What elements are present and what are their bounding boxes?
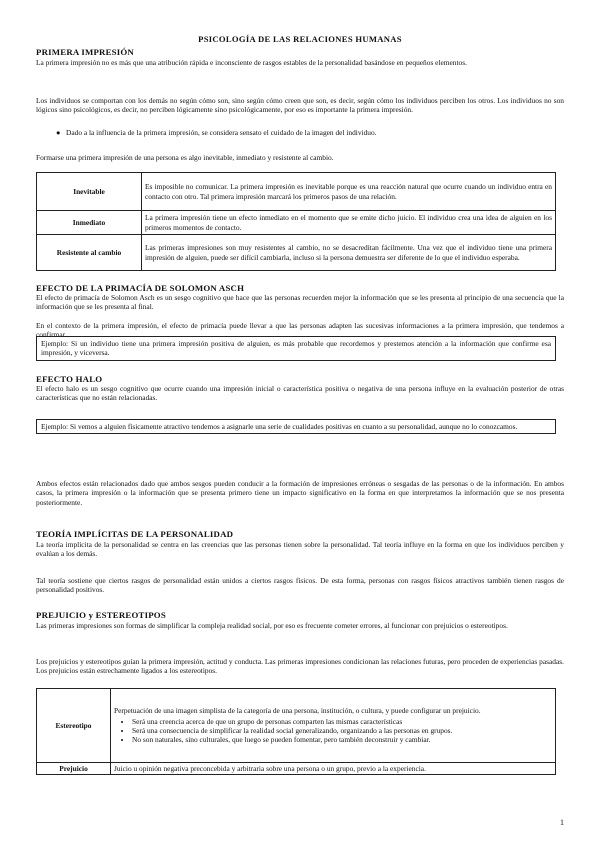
impression-table	[36, 172, 556, 271]
heading-efecto-halo: EFECTO HALO	[36, 374, 103, 384]
paragraph: Los prejuicios y estereotipos guían la primera impresión, actitud y conducta. Las primeras impresiones condicionan las relaciones futuras, pero proceden de experiencias pasadas. Los prejuicios están estrechamente ligados a los estereotipos.	[36, 657, 564, 676]
paragraph: El efecto de primacía de Solomon Asch es un sesgo cognitivo que hace que las personas recuerden mejor la información que se les presenta al principio de una secuencia que la información que se les presenta al final.	[36, 293, 564, 312]
stereotype-bullet-list	[114, 717, 552, 745]
list-item: • Será una creencia acerca de que un grupo de personas comparten las mismas características	[132, 717, 552, 726]
table-cell-label: Resistente al cambio	[37, 235, 142, 271]
table-cell-label: Prejuicio	[37, 763, 111, 775]
heading-teoria-implicita: TEORÍA IMPLÍCITAS DE LA PERSONALIDAD	[36, 529, 234, 539]
page-number: 1	[560, 818, 564, 827]
example-box: Ejemplo: Si un individuo tiene una primera impresión positiva de alguien, es más probable que recordemos y prestemos atención a la información que confirme esa impresión, y viceversa.	[36, 336, 556, 361]
heading-prejuicio-estereotipos: PREJUICIO y ESTEREOTIPOS	[36, 610, 166, 620]
example-box: Ejemplo: Si vemos a alguien físicamente atractivo tendemos a asignarle una serie de cualidades positivas en cuanto a su personalidad, aunque no lo conozcamos.	[36, 419, 556, 434]
paragraph: Formarse una primera impresión de una persona es algo inevitable, inmediato y resistente al cambio.	[36, 153, 334, 162]
table-row	[37, 763, 556, 775]
table-cell-text	[111, 689, 556, 763]
paragraph: Las primeras impresiones son formas de simplificar la compleja realidad social, por eso es frecuente cometer errores, al funcionar con prejuicios o estereotipos.	[36, 621, 508, 630]
paragraph: La primera impresión no es más que una atribución rápida e inconsciente de rasgos estables de la personalidad basándose en pequeños elementos.	[36, 58, 467, 67]
table-cell-label: Inmediato	[37, 211, 142, 235]
table-cell-label: Inevitable	[37, 173, 142, 211]
list-item: • Será una consecuencia de simplificar la realidad social generalizando, organizando a las personas en grupos.	[132, 726, 552, 735]
list-item: • No son naturales, sino culturales, que luego se pueden fomentar, pero también deconstruir y cambiar.	[132, 735, 552, 744]
table-cell-text: La primera impresión tiene un efecto inmediato en el momento que se emite dicho juicio. El individuo crea una idea de alguien en los primeros momentos de contacto.	[142, 211, 556, 235]
document-title: PSICOLOGÍA DE LAS RELACIONES HUMANAS	[198, 34, 402, 44]
bullet-text: Dado a la influencia de la primera impresión, se considera sensato el cuidado de la imagen del individuo.	[66, 128, 377, 137]
bullet-item	[56, 128, 564, 137]
table-cell-label: Estereotipo	[37, 689, 111, 763]
paragraph: La teoría implícita de la personalidad se centra en las creencias que las personas tienen sobre la personalidad. Tal teoría influye en la forma en que los individuos perciben y evalúan a los demás.	[36, 540, 564, 559]
stereotype-definition: Perpetuación de una imagen simplista de la categoría de una persona, institución, o cultura, y puede configurar un prejuicio.	[114, 706, 481, 716]
paragraph: Tal teoría sostiene que ciertos rasgos de personalidad están unidos a ciertos rasgos físicos. De esta forma, personas con rasgos físicos atractivos también tienen rasgos de personalidad positivos.	[36, 576, 564, 595]
bullet-icon: ●	[56, 128, 67, 137]
table-cell-text: Juicio u opinión negativa preconcebida y arbitraria sobre una persona o un grupo, previo a la experiencia.	[111, 763, 556, 775]
table-row	[37, 235, 556, 271]
table-cell-text: Es imposible no comunicar. La primera impresión es inevitable porque es una reacción natural que ocurre cuando un individuo entra en contacto con otro. Tal primera impresión marcará los primeros pasos de una relación.	[142, 173, 556, 211]
table-cell-text: Las primeras impresiones son muy resistentes al cambio, no se desacreditan fácilmente. Una vez que el individuo tiene una primera impresión de alguien, puede ser difícil cambiarla, incluso si la persona demuestra ser diferente de lo que el individuo esperaba.	[142, 235, 556, 271]
heading-efecto-primacia: EFECTO DE LA PRIMACÍA DE SOLOMON ASCH	[36, 283, 245, 293]
table-row	[37, 689, 556, 763]
paragraph: El efecto halo es un sesgo cognitivo que ocurre cuando una impresión inicial o característica positiva o negativa de una persona influye en la evaluación posterior de otras características que no están relacionadas.	[36, 384, 564, 403]
table-row	[37, 173, 556, 211]
table-row	[37, 211, 556, 235]
paragraph: En el contexto de la primera impresión, el efecto de primacía puede llevar a que las personas adapten las sucesivas informaciones a la primera impresión, que tendemos a confirmar.	[36, 321, 564, 340]
paragraph: Ambos efectos están relacionados dado que ambos sesgos pueden conducir a la formación de impresiones erróneas o sesgadas de las personas o de la información. En ambos casos, la primera impresión o la información que se presenta primero tiene un impacto significativo en la forma en que interpretamos la información que se nos presenta posteriormente.	[36, 479, 564, 507]
heading-primera-impresion: PRIMERA IMPRESIÓN	[36, 47, 134, 57]
stereotype-table	[36, 688, 556, 775]
paragraph: Los individuos se comportan con los demás no según cómo son, sino según cómo creen que son, es decir, según cómo los individuos perciben los otros. Los individuos no son lógicos sino psicológicos, es decir, no perciben lógicamente sino psicológicamente, por eso es importante la primera impresión.	[36, 96, 564, 115]
